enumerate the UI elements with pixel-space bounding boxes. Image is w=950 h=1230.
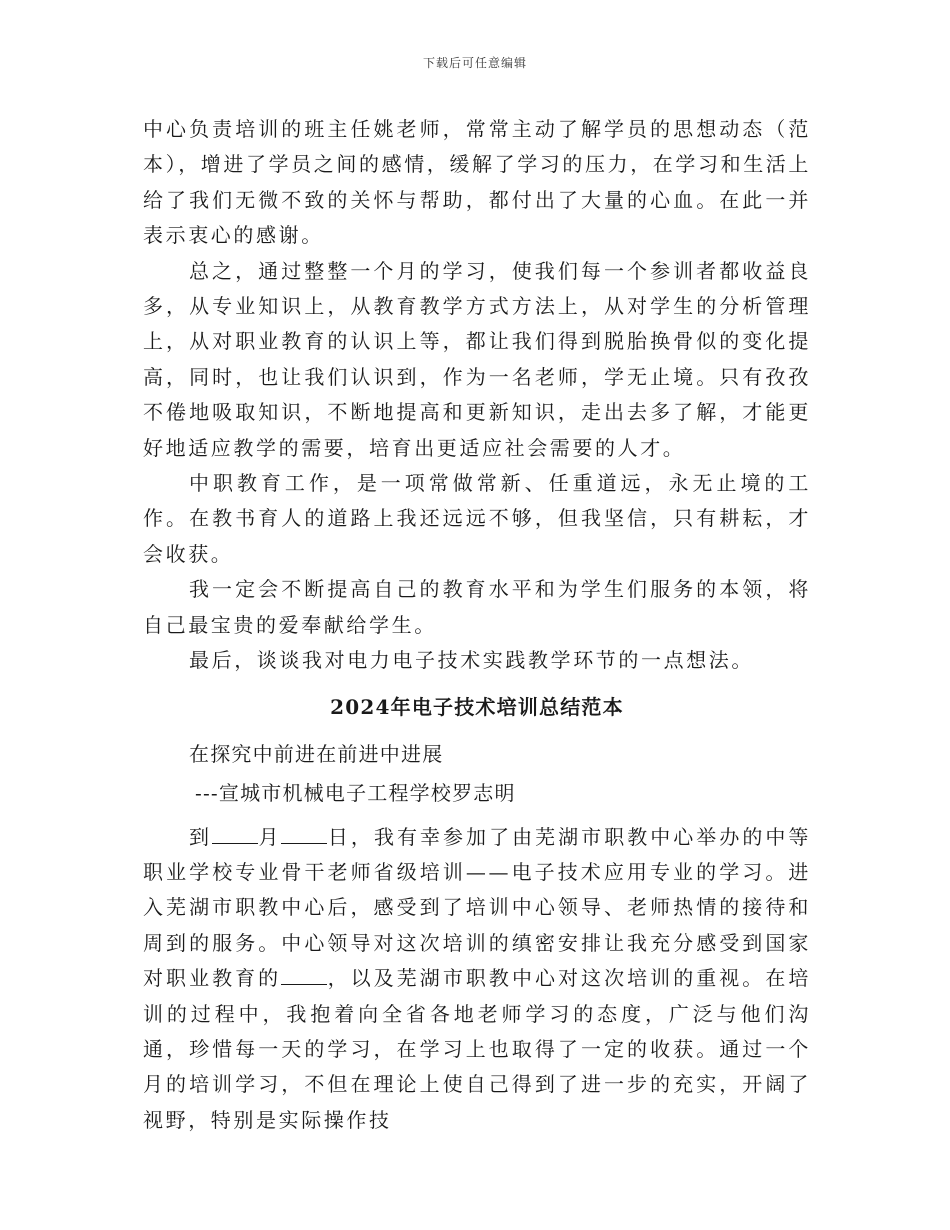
fill-blank-3 — [281, 963, 327, 985]
section-author: ---宣城市机械电子工程学校罗志明 — [195, 780, 516, 805]
paragraph-final-thoughts: 最后，谈谈我对电力电子技术实践教学环节的一点想法。 — [189, 648, 754, 673]
section-subtitle: 在探究中前进在前进中进展 — [189, 741, 444, 766]
main-text-part1: 到 — [189, 824, 213, 849]
document-body — [143, 112, 811, 1138]
paragraph-summary: 总之，通过整整一个月的学习，使我们每一个参训者都收益良多，从专业知识上，从教育教学方式方法上，从对学生的分析管理上，从对职业教育的认识上等，都让我们得到脱胎换骨似的变化提高，同时，也让我们认识到，作为一名老师，学无止境。只有孜孜不倦地吸取知识，不断地提高和更新知识，走出去多了解，才能更好地适应教学的需要，培育出更适应社会需要的人才。 — [143, 258, 811, 460]
paragraph-commitment: 我一定会不断提高自己的教育水平和为学生们服务的本领，将自己最宝贵的爱奉献给学生。 — [143, 577, 811, 637]
main-text-part3: 日，我有幸参加了由芜湖市职教中心举办的中等职业学校专业骨干老师省级培训——电子技术应用专业的学习。进入芜湖市职教中心后，感受到了培训中心领导、老师热情的接待和周到的服务。中心领导对这次培训的缜密安排让我充分感受到国家对职业教育的 — [143, 824, 811, 991]
main-text-part4: ，以及芜湖市职教中心对这次培训的重视。在培训的过程中，我抱着向全省各地老师学习的态度，广泛与他们沟通，珍惜每一天的学习，在学习上也取得了一定的收获。通过一个月的培训学习，不但在理论上使自己得到了进一步的充实，开阔了视野，特别是实际操作技 — [143, 966, 811, 1132]
paragraph-continued: 中心负责培训的班主任姚老师，常常主动了解学员的思想动态（范本），增进了学员之间的感情，缓解了学习的压力，在学习和生活上给了我们无微不致的关怀与帮助，都付出了大量的心血。在此一并表示衷心的感谢。 — [143, 117, 811, 248]
fill-blank-1 — [212, 822, 258, 844]
paragraph-vocational-work: 中职教育工作，是一项常做常新、任重道远，永无止境的工作。在教书育人的道路上我还远远不够，但我坚信，只有耕耘，才会收获。 — [143, 471, 811, 566]
paragraph-main — [143, 820, 811, 1139]
page-header: 下载后可任意编辑 — [422, 56, 527, 70]
fill-blank-2 — [281, 822, 327, 844]
section-title: 2024年电子技术培训总结范本 — [330, 694, 624, 719]
main-text-part2: 月 — [258, 824, 282, 849]
